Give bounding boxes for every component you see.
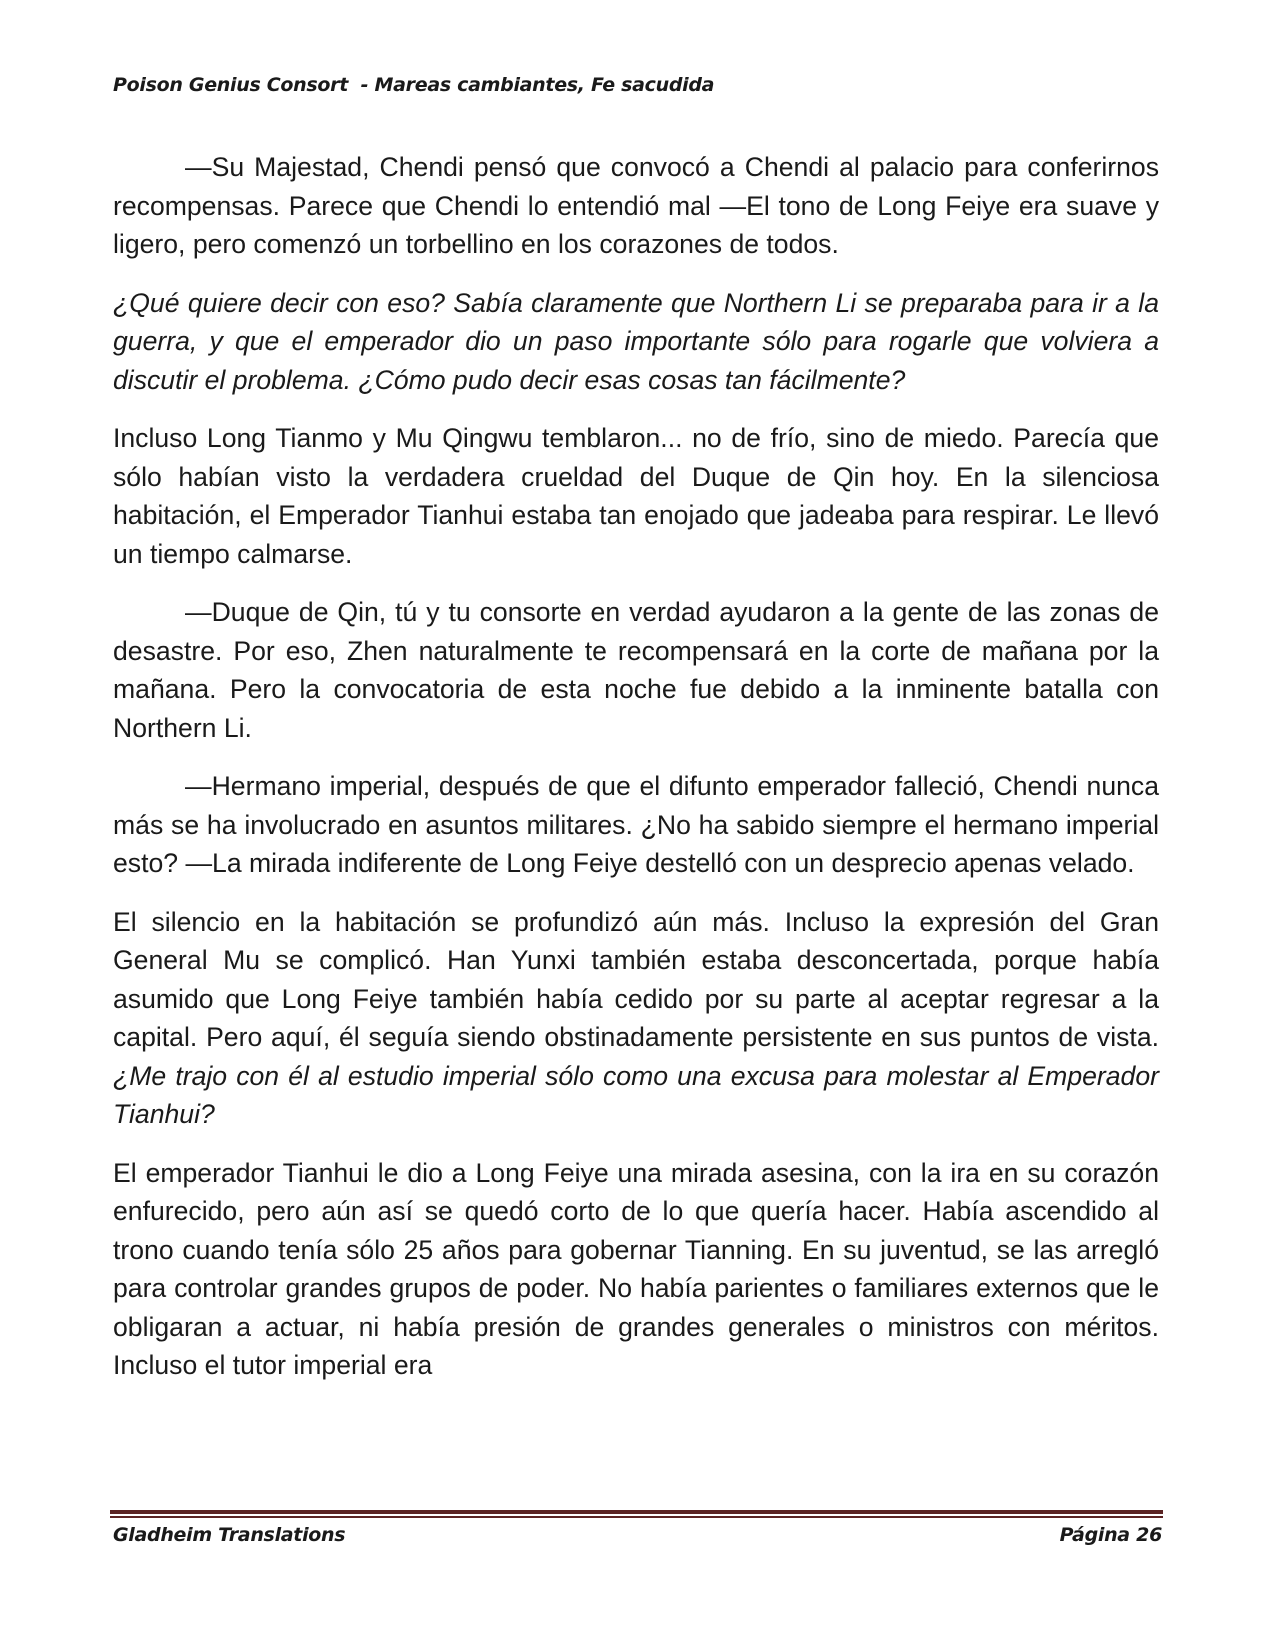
paragraph-1: —Su Majestad, Chendi pensó que convocó a Chendi al palacio para conferirnos recompensas. Parece que Chendi lo entendió mal —El tono de Long Feiye era suave y ligero, pero comenzó un torbellino en los corazones de todos. (113, 152, 1159, 259)
body-text (113, 148, 1159, 1405)
paragraph-4: —Duque de Qin, tú y tu consorte en verdad ayudaron a la gente de las zonas de desastre. Por eso, Zhen naturalmente te recompensará en la corte de mañana por la mañana. Pero la convocatoria de esta noche fue debido a la inminente batalla con Northern Li. (113, 597, 1159, 743)
footer-rule-thin (110, 1516, 1163, 1518)
paragraph-5: —Hermano imperial, después de que el difunto emperador falleció, Chendi nunca más se ha involucrado en asuntos militares. ¿No ha sabido siempre el hermano imperial esto? —La mirada indiferente de Long Feiye destelló con un desprecio apenas velado. (113, 771, 1159, 878)
footer-translator: Gladheim Translations (113, 1524, 346, 1546)
paragraph-6-thought: ¿Me trajo con él al estudio imperial sólo como una excusa para molestar al Emperador Tianhui? (113, 1060, 1159, 1129)
running-header: Poison Genius Consort - Mareas cambiantes, Fe sacudida (113, 74, 715, 96)
footer-rule (110, 1510, 1163, 1520)
paragraph-7: El emperador Tianhui le dio a Long Feiye una mirada asesina, con la ira en su corazón enfurecido, pero aún así se quedó corto de lo que quería hacer. Había ascendido al trono cuando tenía sólo 25 años para gobernar Tianning. En su juventud, se las arregló para controlar grandes grupos de poder. No había parientes o familiares externos que le obligaran a actuar, ni había presión de grandes generales o ministros con méritos. Incluso el tutor imperial era (113, 1157, 1159, 1380)
paragraph-6 (113, 903, 1159, 1134)
paragraph-2-thought: ¿Qué quiere decir con eso? Sabía claramente que Northern Li se preparaba para ir a la guerra, y que el emperador dio un paso importante sólo para rogarle que volviera a discutir el problema. ¿Cómo pudo decir esas cosas tan fácilmente? (113, 287, 1159, 395)
footer-rule-thick (110, 1510, 1163, 1514)
paragraph-3: Incluso Long Tianmo y Mu Qingwu temblaron... no de frío, sino de miedo. Parecía que sólo habían visto la verdadera crueldad del Duque de Qin hoy. En la silenciosa habitación, el Emperador Tianhui estaba tan enojado que jadeaba para respirar. Le llevó un tiempo calmarse. (113, 423, 1159, 569)
paragraph-6-text: El silencio en la habitación se profundizó aún más. Incluso la expresión del Gran General Mu se complicó. Han Yunxi también estaba desconcertada, porque había asumido que Long Feiye también había cedido por su parte al aceptar regresar a la capital. Pero aquí, él seguía siendo obstinadamente persistente en sus puntos de vista. (113, 906, 1159, 1052)
footer-page-number: Página 26 (1059, 1524, 1162, 1546)
